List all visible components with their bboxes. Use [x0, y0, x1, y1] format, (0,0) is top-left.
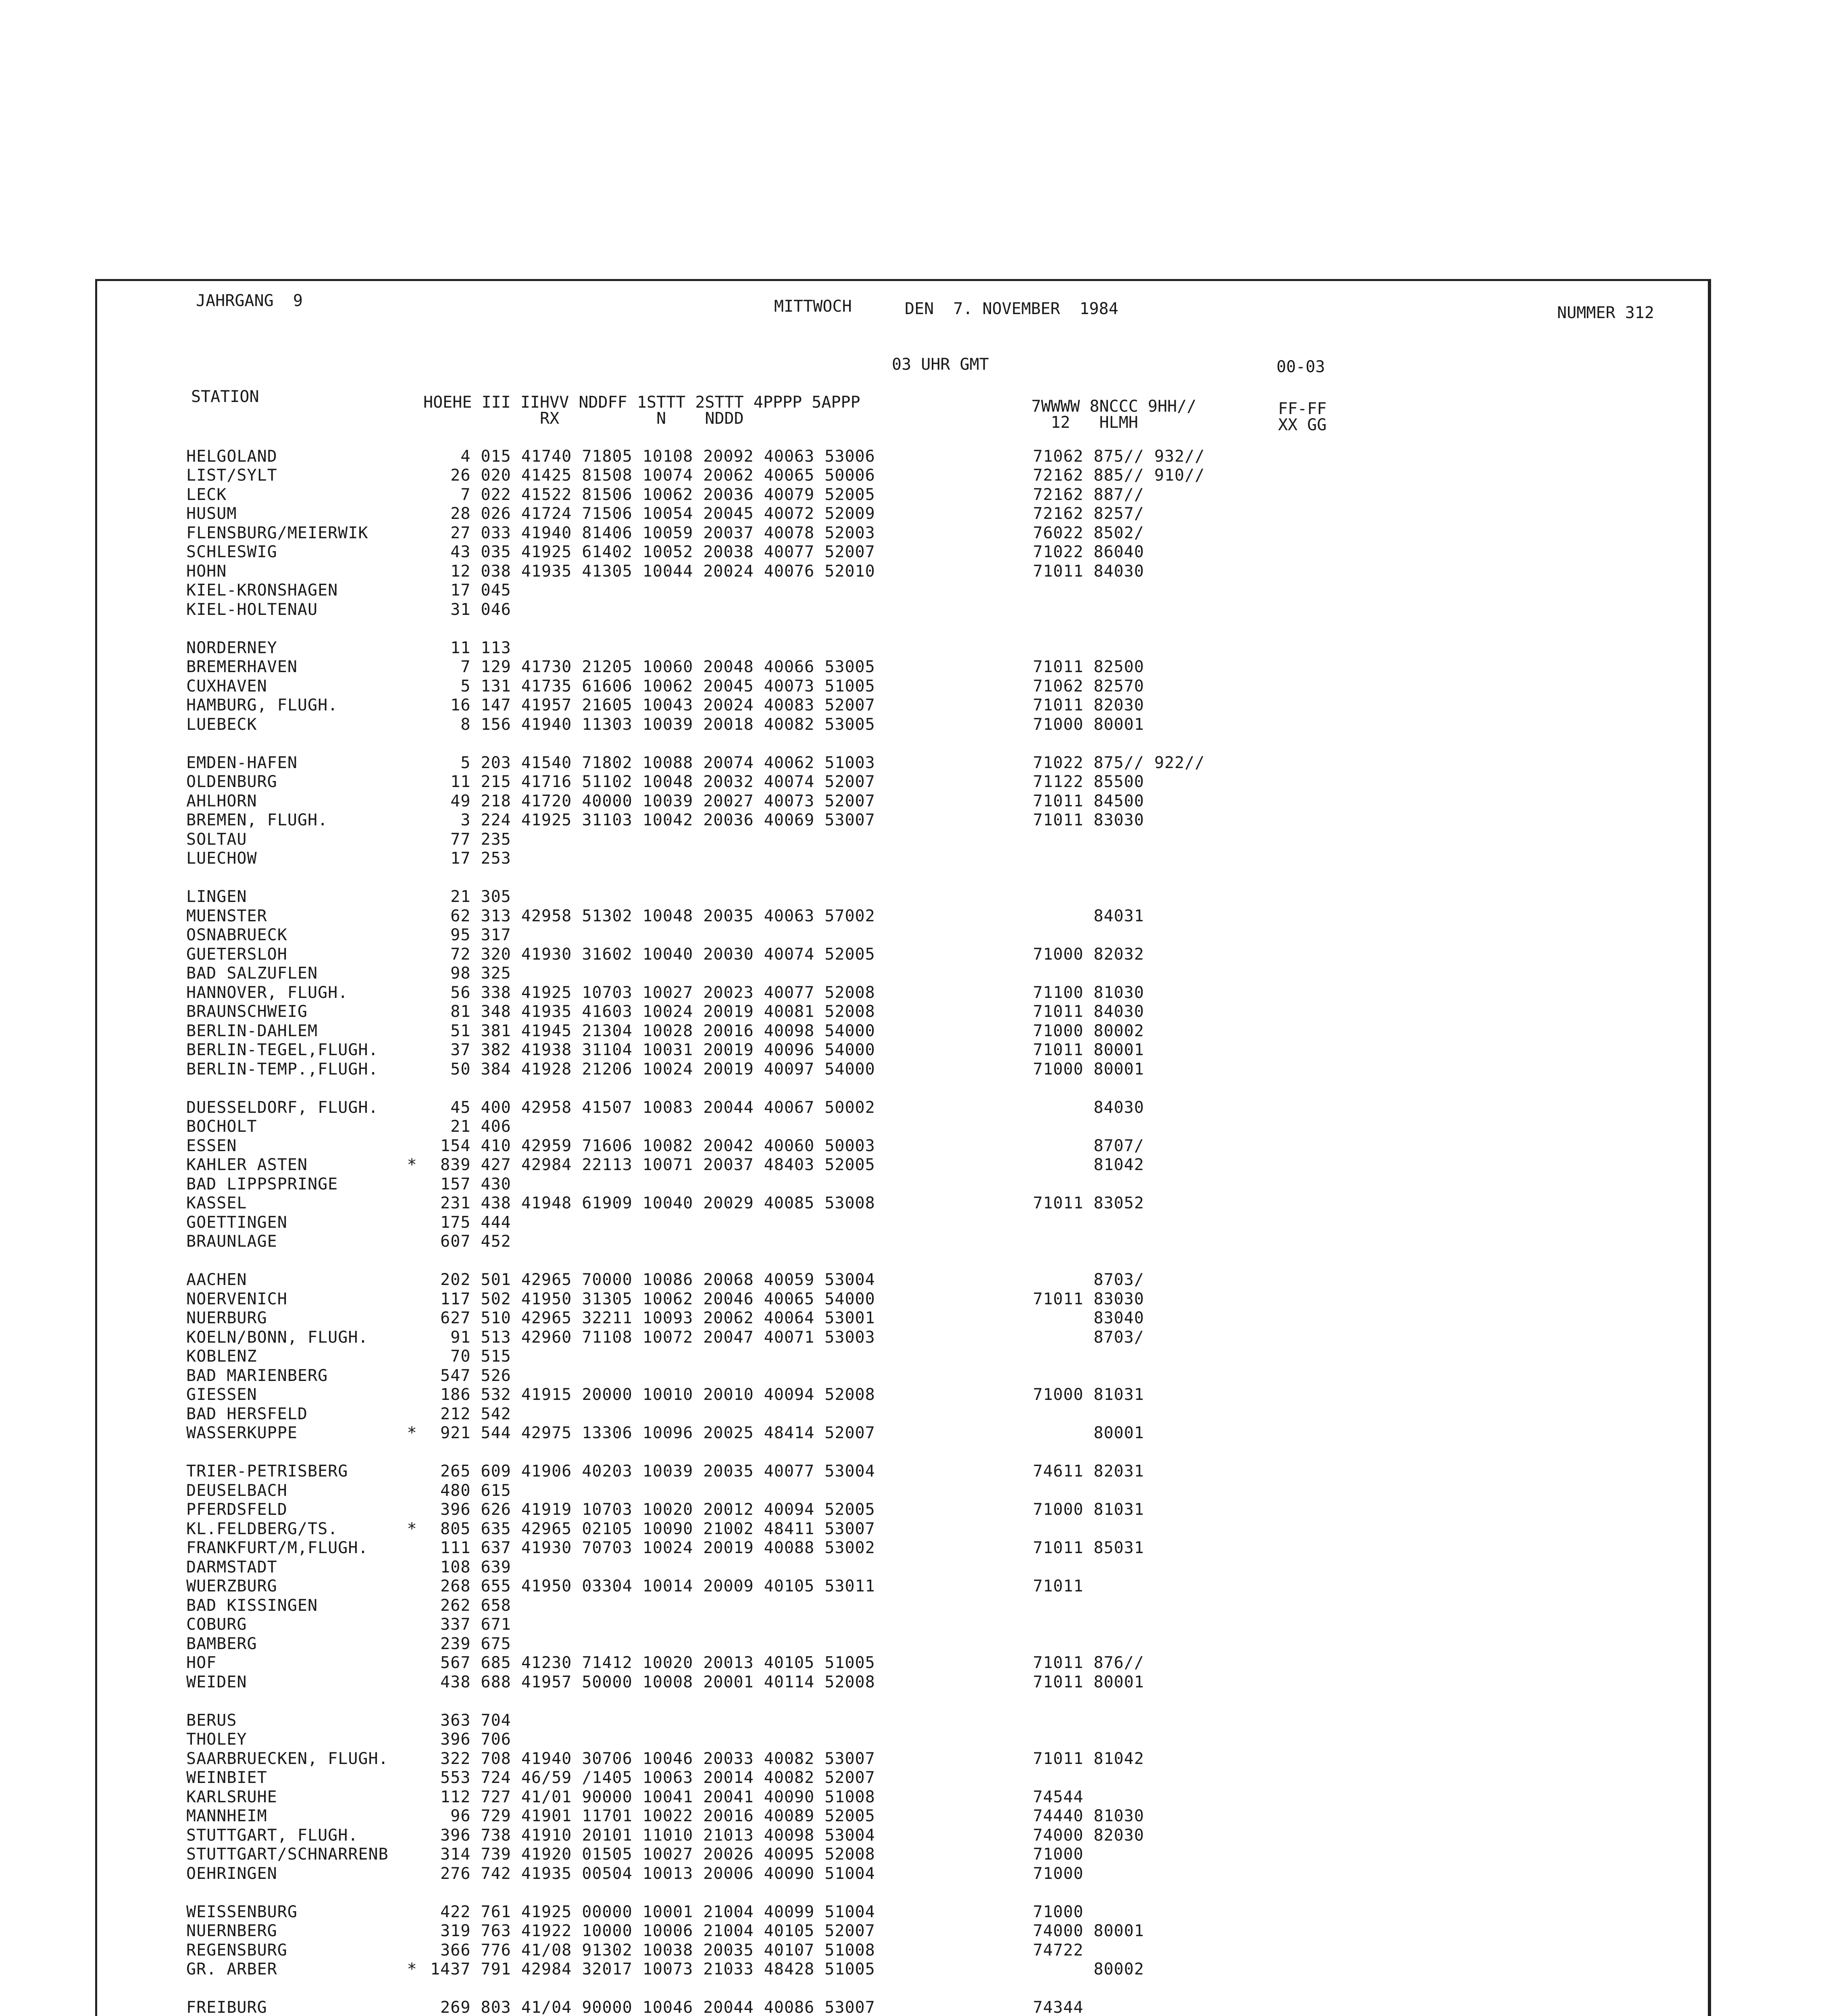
- synop-code-group: 27 033 41940 81406 10059 20037 40078 52003: [420, 523, 875, 542]
- table-row: [186, 1309, 1396, 1328]
- synop-code-group: 31 046: [420, 600, 511, 619]
- synop-code-group: 175 444: [420, 1213, 511, 1232]
- synop-extra-group: 71011 82030: [1033, 696, 1144, 715]
- station-name: AACHEN: [186, 1270, 247, 1289]
- table-row: [186, 715, 1396, 734]
- synop-extra-group: 71000 81031: [1033, 1385, 1144, 1404]
- synop-code-group: 95 317: [420, 926, 511, 945]
- station-name: ESSEN: [186, 1136, 237, 1155]
- synop-code-group: 70 515: [420, 1347, 511, 1366]
- synop-extra-group: 76022 8502/: [1033, 523, 1144, 542]
- group-gap: [186, 619, 1396, 639]
- group-gap: [186, 1251, 1396, 1270]
- synop-code-group: 98 325: [420, 964, 511, 983]
- weekday: MITTWOCH: [774, 297, 852, 316]
- synop-extra-group: 71011 84500: [1033, 791, 1144, 810]
- table-row: [186, 1175, 1396, 1194]
- table-row: [186, 504, 1396, 524]
- table-row: [186, 485, 1396, 504]
- table-row: [186, 1558, 1396, 1577]
- synop-code-group: 21 305: [420, 887, 511, 906]
- station-name: KAHLER ASTEN: [186, 1156, 308, 1175]
- synop-code-group: 231 438 41948 61909 10040 20029 40085 53008: [420, 1194, 875, 1213]
- station-name: AHLHORN: [186, 791, 257, 810]
- synop-code-group: 50 384 41928 21206 10024 20019 40097 54000: [420, 1060, 875, 1079]
- table-row: [186, 677, 1396, 696]
- station-name: STUTTGART, FLUGH.: [186, 1826, 358, 1845]
- synop-extra-group: 71000 80001: [1033, 1060, 1144, 1079]
- station-name: FLENSBURG/MEIERWIK: [186, 523, 369, 542]
- table-row: [186, 1194, 1396, 1213]
- table-row: [186, 600, 1396, 619]
- station-name: HOHN: [186, 562, 227, 581]
- synop-code-group: 11 113: [420, 638, 511, 657]
- synop-code-group: 26 020 41425 81508 10074 20062 40065 50006: [420, 466, 875, 485]
- station-name: LINGEN: [186, 887, 247, 906]
- synop-code-group: 96 729 41901 11701 10022 20016 40089 52005: [420, 1807, 875, 1826]
- synop-code-group: 28 026 41724 71506 10054 20045 40072 52009: [420, 504, 875, 523]
- station-name: EMDEN-HAFEN: [186, 753, 298, 772]
- table-row: [186, 696, 1396, 715]
- synop-extra-group: 84030: [1033, 1098, 1144, 1117]
- station-name: WEINBIET: [186, 1768, 267, 1787]
- table-row: [186, 964, 1396, 983]
- station-name: KIEL-HOLTENAU: [186, 600, 318, 619]
- table-row: [186, 1366, 1396, 1385]
- synop-extra-group: 71062 82570: [1033, 677, 1144, 696]
- synop-code-group: 7 022 41522 81506 10062 20036 40079 52005: [420, 485, 875, 504]
- station-name: WEIDEN: [186, 1672, 247, 1691]
- synop-code-group: 108 639: [420, 1558, 511, 1577]
- station-name: BERLIN-DAHLEM: [186, 1021, 318, 1040]
- synop-extra-group: 74722: [1033, 1941, 1084, 1960]
- synop-extra-group: 8703/: [1033, 1270, 1144, 1289]
- synop-extra-group: 71022 875// 922//: [1033, 753, 1205, 772]
- table-row: [186, 1060, 1396, 1079]
- synop-extra-group: 74544: [1033, 1787, 1084, 1806]
- station-name: HANNOVER, FLUGH.: [186, 983, 348, 1002]
- station-name: MANNHEIM: [186, 1807, 267, 1826]
- code-column-header-1b: 7WWWW 8NCCC 9HH//: [1031, 397, 1197, 416]
- synop-extra-group: 71011 84030: [1033, 562, 1144, 581]
- station-name: SCHLESWIG: [186, 543, 277, 562]
- station-name: BREMERHAVEN: [186, 658, 298, 677]
- synop-extra-group: 71000: [1033, 1864, 1084, 1883]
- table-row: [186, 1807, 1396, 1826]
- station-name: NUERBURG: [186, 1309, 267, 1328]
- station-name: HELGOLAND: [186, 447, 277, 466]
- synop-extra-group: 71011 84030: [1033, 1002, 1144, 1021]
- station-name: LECK: [186, 485, 227, 504]
- station-name: BAD LIPPSPRINGE: [186, 1175, 338, 1193]
- synop-code-group: 212 542: [420, 1404, 511, 1423]
- table-row: [186, 1021, 1396, 1041]
- station-name: KARLSRUHE: [186, 1787, 277, 1806]
- station-name: KL.FELDBERG/TS.: [186, 1519, 338, 1538]
- table-row: [186, 1826, 1396, 1845]
- issue-date: DEN 7. NOVEMBER 1984: [905, 300, 1118, 318]
- synop-extra-group: 71011 80001: [1033, 1672, 1144, 1691]
- synop-extra-group: 71011 81042: [1033, 1749, 1144, 1768]
- ff-header-1: FF-FF: [1278, 400, 1327, 418]
- table-row: [186, 1270, 1396, 1290]
- table-row: [186, 1864, 1396, 1883]
- synop-code-group: 37 382 41938 31104 10031 20019 40096 54000: [420, 1041, 875, 1060]
- synop-code-group: 72 320 41930 31602 10040 20030 40074 52005: [420, 945, 875, 964]
- station-name: GIESSEN: [186, 1385, 257, 1404]
- station-name: MUENSTER: [186, 906, 267, 925]
- synop-extra-group: 71062 875// 932//: [1033, 447, 1205, 466]
- table-row: [186, 1328, 1396, 1347]
- synop-code-group: 7 129 41730 21205 10060 20048 40066 53005: [420, 658, 875, 677]
- station-name: DUESSELDORF, FLUGH.: [186, 1098, 379, 1117]
- synop-extra-group: 74344: [1033, 1998, 1084, 2016]
- table-row: [186, 1404, 1396, 1424]
- mountain-station-marker: *: [407, 1156, 417, 1175]
- table-row: [186, 1539, 1396, 1558]
- synop-code-group: 5 131 41735 61606 10062 20045 40073 51005: [420, 677, 875, 696]
- synop-code-group: 396 626 41919 10703 10020 20012 40094 52005: [420, 1500, 875, 1519]
- synop-code-group: 396 706: [420, 1730, 511, 1749]
- table-row: [186, 1424, 1396, 1443]
- table-row: [186, 1117, 1396, 1137]
- mountain-station-marker: *: [407, 1960, 417, 1979]
- synop-extra-group: 71011 876//: [1033, 1654, 1144, 1672]
- synop-extra-group: 71000: [1033, 1845, 1084, 1864]
- synop-code-group: 186 532 41915 20000 10010 20010 40094 52008: [420, 1385, 875, 1404]
- synop-extra-group: 71000 82032: [1033, 945, 1144, 964]
- synop-code-group: 839 427 42984 22113 10071 20037 48403 52005: [420, 1156, 875, 1175]
- table-row: [186, 773, 1396, 792]
- table-row: [186, 830, 1396, 849]
- synop-extra-group: 71011 80001: [1033, 1041, 1144, 1060]
- synop-code-group: 11 215 41716 51102 10048 20032 40074 52007: [420, 773, 875, 791]
- synop-code-group: 117 502 41950 31305 10062 20046 40065 54000: [420, 1289, 875, 1308]
- group-gap: [186, 1692, 1396, 1711]
- station-name: NOERVENICH: [186, 1289, 287, 1308]
- synop-extra-group: 80002: [1033, 1960, 1144, 1979]
- station-name: KOBLENZ: [186, 1347, 257, 1366]
- station-name: DEUSELBACH: [186, 1481, 287, 1500]
- ff-header-2: XX GG: [1278, 416, 1327, 434]
- synop-extra-group: 8703/: [1033, 1328, 1144, 1347]
- station-name: SOLTAU: [186, 830, 247, 849]
- station-column-header: STATION: [191, 387, 259, 406]
- synop-code-group: 366 776 41/08 91302 10038 20035 40107 51008: [420, 1941, 875, 1960]
- table-row: [186, 466, 1396, 485]
- table-row: [186, 1941, 1396, 1960]
- station-name: SAARBRUECKEN, FLUGH.: [186, 1749, 389, 1768]
- table-row: [186, 1768, 1396, 1788]
- synop-code-group: 12 038 41935 41305 10044 20024 40076 52010: [420, 562, 875, 581]
- synop-extra-group: 71000 80001: [1033, 715, 1144, 734]
- station-table: [186, 447, 1396, 2016]
- synop-code-group: 45 400 42958 41507 10083 20044 40067 50002: [420, 1098, 875, 1117]
- table-row: [186, 811, 1396, 830]
- synop-extra-group: 84031: [1033, 906, 1144, 925]
- table-row: [186, 1749, 1396, 1768]
- table-row: [186, 1136, 1396, 1156]
- station-name: COBURG: [186, 1615, 247, 1634]
- synop-extra-group: 71000: [1033, 1902, 1084, 1921]
- synop-code-group: 319 763 41922 10000 10006 21004 40105 52007: [420, 1922, 875, 1941]
- table-row: [186, 581, 1396, 600]
- table-row: [186, 562, 1396, 581]
- synop-extra-group: 74611 82031: [1033, 1462, 1144, 1481]
- table-row: [186, 1787, 1396, 1807]
- station-name: BOCHOLT: [186, 1117, 257, 1136]
- synop-extra-group: 8707/: [1033, 1136, 1144, 1155]
- synop-extra-group: 72162 885// 910//: [1033, 466, 1205, 485]
- table-row: [186, 753, 1396, 773]
- station-name: OLDENBURG: [186, 773, 277, 791]
- synop-code-group: 422 761 41925 00000 10001 21004 40099 51004: [420, 1902, 875, 1921]
- synop-extra-group: 72162 887//: [1033, 485, 1144, 504]
- station-name: WUERZBURG: [186, 1577, 277, 1596]
- station-name: BRAUNSCHWEIG: [186, 1002, 308, 1021]
- synop-code-group: 1437 791 42984 32017 10073 21033 48428 51005: [420, 1960, 875, 1979]
- synop-code-group: 262 658: [420, 1596, 511, 1615]
- table-row: [186, 1289, 1396, 1309]
- synop-code-group: 627 510 42965 32211 10093 20062 40064 53001: [420, 1309, 875, 1328]
- synop-extra-group: 71000 81031: [1033, 1500, 1144, 1519]
- station-name: BRAUNLAGE: [186, 1232, 277, 1251]
- table-row: [186, 1672, 1396, 1692]
- group-gap: [186, 734, 1396, 754]
- station-name: OEHRINGEN: [186, 1864, 277, 1883]
- group-gap: [186, 868, 1396, 887]
- issue-number: NUMMER 312: [1557, 304, 1654, 322]
- table-row: [186, 1998, 1396, 2016]
- synop-code-group: 265 609 41906 40203 10039 20035 40077 53004: [420, 1462, 875, 1481]
- station-name: GOETTINGEN: [186, 1213, 287, 1232]
- table-row: [186, 523, 1396, 543]
- station-name: CUXHAVEN: [186, 677, 267, 696]
- table-row: [186, 1596, 1396, 1615]
- station-name: BAD HERSFELD: [186, 1404, 308, 1423]
- jahrgang-label: JAHRGANG: [196, 292, 274, 310]
- group-gap: [186, 1883, 1396, 1903]
- station-name: WEISSENBURG: [186, 1902, 298, 1921]
- station-name: FRANKFURT/M,FLUGH.: [186, 1539, 369, 1558]
- synop-extra-group: 72162 8257/: [1033, 504, 1144, 523]
- table-row: [186, 791, 1396, 811]
- synop-extra-group: 71000 80002: [1033, 1021, 1144, 1040]
- group-gap: [186, 1979, 1396, 1998]
- synop-code-group: 567 685 41230 71412 10020 20013 40105 51005: [420, 1654, 875, 1672]
- station-name: LUEBECK: [186, 715, 257, 734]
- station-name: NUERNBERG: [186, 1922, 277, 1941]
- synop-code-group: 8 156 41940 11303 10039 20018 40082 53005: [420, 715, 875, 734]
- group-gap: [186, 1079, 1396, 1098]
- synop-code-group: 17 045: [420, 581, 511, 600]
- synop-extra-group: 71011 85031: [1033, 1539, 1144, 1558]
- station-name: BERLIN-TEGEL,FLUGH.: [186, 1041, 379, 1060]
- station-name: NORDERNEY: [186, 638, 277, 657]
- table-row: [186, 926, 1396, 945]
- station-name: KIEL-KRONSHAGEN: [186, 581, 338, 600]
- table-row: [186, 906, 1396, 926]
- synop-extra-group: 71022 86040: [1033, 543, 1144, 562]
- synop-extra-group: 71122 85500: [1033, 773, 1144, 791]
- station-name: REGENSBURG: [186, 1941, 287, 1960]
- synop-code-group: 21 406: [420, 1117, 511, 1136]
- table-row: [186, 1002, 1396, 1022]
- table-row: [186, 1711, 1396, 1730]
- synop-code-group: 81 348 41935 41603 10024 20019 40081 52008: [420, 1002, 875, 1021]
- synop-code-group: 480 615: [420, 1481, 511, 1500]
- synop-code-group: 396 738 41910 20101 11010 21013 40098 53004: [420, 1826, 875, 1845]
- synop-code-group: 239 675: [420, 1634, 511, 1653]
- synop-extra-group: 74000 82030: [1033, 1826, 1144, 1845]
- synop-code-group: 157 430: [420, 1175, 511, 1193]
- station-name: BAD MARIENBERG: [186, 1366, 328, 1385]
- table-row: [186, 1156, 1396, 1175]
- table-row: [186, 1615, 1396, 1635]
- synop-code-group: 337 671: [420, 1615, 511, 1634]
- synop-extra-group: 83040: [1033, 1309, 1144, 1328]
- station-name: GR. ARBER: [186, 1960, 277, 1979]
- station-name: THOLEY: [186, 1730, 247, 1749]
- table-row: [186, 1519, 1396, 1539]
- synop-code-group: 56 338 41925 10703 10027 20023 40077 52008: [420, 983, 875, 1002]
- table-row: [186, 1902, 1396, 1922]
- synop-code-group: 607 452: [420, 1232, 511, 1251]
- table-row: [186, 1634, 1396, 1654]
- station-name: HAMBURG, FLUGH.: [186, 696, 338, 715]
- table-row: [186, 1385, 1396, 1405]
- synop-code-group: 268 655 41950 03304 10014 20009 40105 53011: [420, 1577, 875, 1596]
- station-name: BAMBERG: [186, 1634, 257, 1653]
- station-name: BAD SALZUFLEN: [186, 964, 318, 983]
- table-row: [186, 1577, 1396, 1596]
- table-row: [186, 1098, 1396, 1117]
- table-row: [186, 1481, 1396, 1500]
- table-row: [186, 638, 1396, 658]
- station-name: BREMEN, FLUGH.: [186, 811, 328, 830]
- synop-extra-group: 71100 81030: [1033, 983, 1144, 1002]
- station-name: KOELN/BONN, FLUGH.: [186, 1328, 369, 1347]
- code-column-header-2b: 12 HLMH: [1031, 413, 1138, 432]
- table-row: [186, 983, 1396, 1002]
- synop-code-group: 17 253: [420, 849, 511, 868]
- synop-code-group: 62 313 42958 51302 10048 20035 40063 57002: [420, 906, 875, 925]
- station-name: STUTTGART/SCHNARRENB: [186, 1845, 389, 1864]
- synop-code-group: 154 410 42959 71606 10082 20042 40060 50003: [420, 1136, 875, 1155]
- mountain-station-marker: *: [407, 1424, 417, 1443]
- synop-extra-group: 71011 83052: [1033, 1194, 1144, 1213]
- synop-code-group: 269 803 41/04 90000 10046 20044 40086 53007: [420, 1998, 875, 2016]
- station-name: GUETERSLOH: [186, 945, 287, 964]
- synop-code-group: 314 739 41920 01505 10027 20026 40095 52008: [420, 1845, 875, 1864]
- mountain-station-marker: *: [407, 1519, 417, 1538]
- synop-extra-group: 71011 82500: [1033, 658, 1144, 677]
- synop-code-group: 4 015 41740 71805 10108 20092 40063 53006: [420, 447, 875, 466]
- station-name: OSNABRUECK: [186, 926, 287, 945]
- synop-extra-group: 80001: [1033, 1424, 1144, 1443]
- station-name: PFERDSFELD: [186, 1500, 287, 1519]
- synop-code-group: 438 688 41957 50000 10008 20001 40114 52008: [420, 1672, 875, 1691]
- jahrgang: [196, 291, 303, 310]
- observation-time: 03 UHR GMT: [892, 355, 989, 374]
- station-name: KASSEL: [186, 1194, 247, 1213]
- synop-code-group: 202 501 42965 70000 10086 20068 40059 53004: [420, 1270, 875, 1289]
- table-row: [186, 945, 1396, 964]
- table-row: [186, 1347, 1396, 1366]
- synop-code-group: 49 218 41720 40000 10039 20027 40073 52007: [420, 791, 875, 810]
- code-column-header-2: RX N NDDD: [423, 409, 744, 428]
- table-row: [186, 1654, 1396, 1673]
- synop-code-group: 363 704: [420, 1711, 511, 1730]
- table-row: [186, 1845, 1396, 1864]
- synop-code-group: 553 724 46/59 /1405 10063 20014 40082 52007: [420, 1768, 875, 1787]
- table-row: [186, 1960, 1396, 1979]
- table-row: [186, 1213, 1396, 1232]
- synop-extra-group: 71011 83030: [1033, 1289, 1144, 1308]
- station-name: HOF: [186, 1654, 217, 1672]
- table-row: [186, 849, 1396, 868]
- table-row: [186, 1041, 1396, 1060]
- code-column-header-1: HOEHE III IIHVV NDDFF 1STTT 2STTT 4PPPP 5APPP: [423, 393, 860, 412]
- synop-code-group: 16 147 41957 21605 10043 20024 40083 52007: [420, 696, 875, 715]
- station-name: LIST/SYLT: [186, 466, 277, 485]
- table-row: [186, 658, 1396, 677]
- synop-extra-group: 71011 83030: [1033, 811, 1144, 830]
- synop-code-group: 547 526: [420, 1366, 511, 1385]
- synop-code-group: 51 381 41945 21304 10028 20016 40098 54000: [420, 1021, 875, 1040]
- table-row: [186, 447, 1396, 466]
- synop-extra-group: 74440 81030: [1033, 1807, 1144, 1826]
- synop-code-group: 112 727 41/01 90000 10041 20041 40090 51008: [420, 1787, 875, 1806]
- period: 00-03: [1276, 358, 1325, 376]
- group-gap: [186, 1443, 1396, 1462]
- table-row: [186, 1922, 1396, 1941]
- station-name: HUSUM: [186, 504, 237, 523]
- synop-code-group: 3 224 41925 31103 10042 20036 40069 53007: [420, 811, 875, 830]
- synop-code-group: 91 513 42960 71108 10072 20047 40071 53003: [420, 1328, 875, 1347]
- station-name: BERUS: [186, 1711, 237, 1730]
- table-row: [186, 543, 1396, 562]
- jahrgang-value: 9: [293, 292, 303, 310]
- synop-extra-group: 71011: [1033, 1577, 1084, 1596]
- station-name: BERLIN-TEMP.,FLUGH.: [186, 1060, 379, 1079]
- table-row: [186, 1730, 1396, 1749]
- station-name: TRIER-PETRISBERG: [186, 1462, 348, 1481]
- synop-code-group: 5 203 41540 71802 10088 20074 40062 51003: [420, 753, 875, 772]
- synop-code-group: 43 035 41925 61402 10052 20038 40077 52007: [420, 543, 875, 562]
- station-name: WASSERKUPPE: [186, 1424, 298, 1443]
- synop-code-group: 77 235: [420, 830, 511, 849]
- table-row: [186, 887, 1396, 907]
- synop-extra-group: 74000 80001: [1033, 1922, 1144, 1941]
- synop-code-group: 322 708 41940 30706 10046 20033 40082 53007: [420, 1749, 875, 1768]
- table-row: [186, 1500, 1396, 1520]
- table-row: [186, 1462, 1396, 1481]
- table-row: [186, 1232, 1396, 1252]
- synop-code-group: 921 544 42975 13306 10096 20025 48414 52007: [420, 1424, 875, 1443]
- station-name: DARMSTADT: [186, 1558, 277, 1577]
- station-name: LUECHOW: [186, 849, 257, 868]
- synop-extra-group: 81042: [1033, 1156, 1144, 1175]
- station-name: BAD KISSINGEN: [186, 1596, 318, 1615]
- synop-code-group: 805 635 42965 02105 10090 21002 48411 53007: [420, 1519, 875, 1538]
- synop-code-group: 276 742 41935 00504 10013 20006 40090 51004: [420, 1864, 875, 1883]
- station-name: FREIBURG: [186, 1998, 267, 2016]
- synop-code-group: 111 637 41930 70703 10024 20019 40088 53002: [420, 1539, 875, 1558]
